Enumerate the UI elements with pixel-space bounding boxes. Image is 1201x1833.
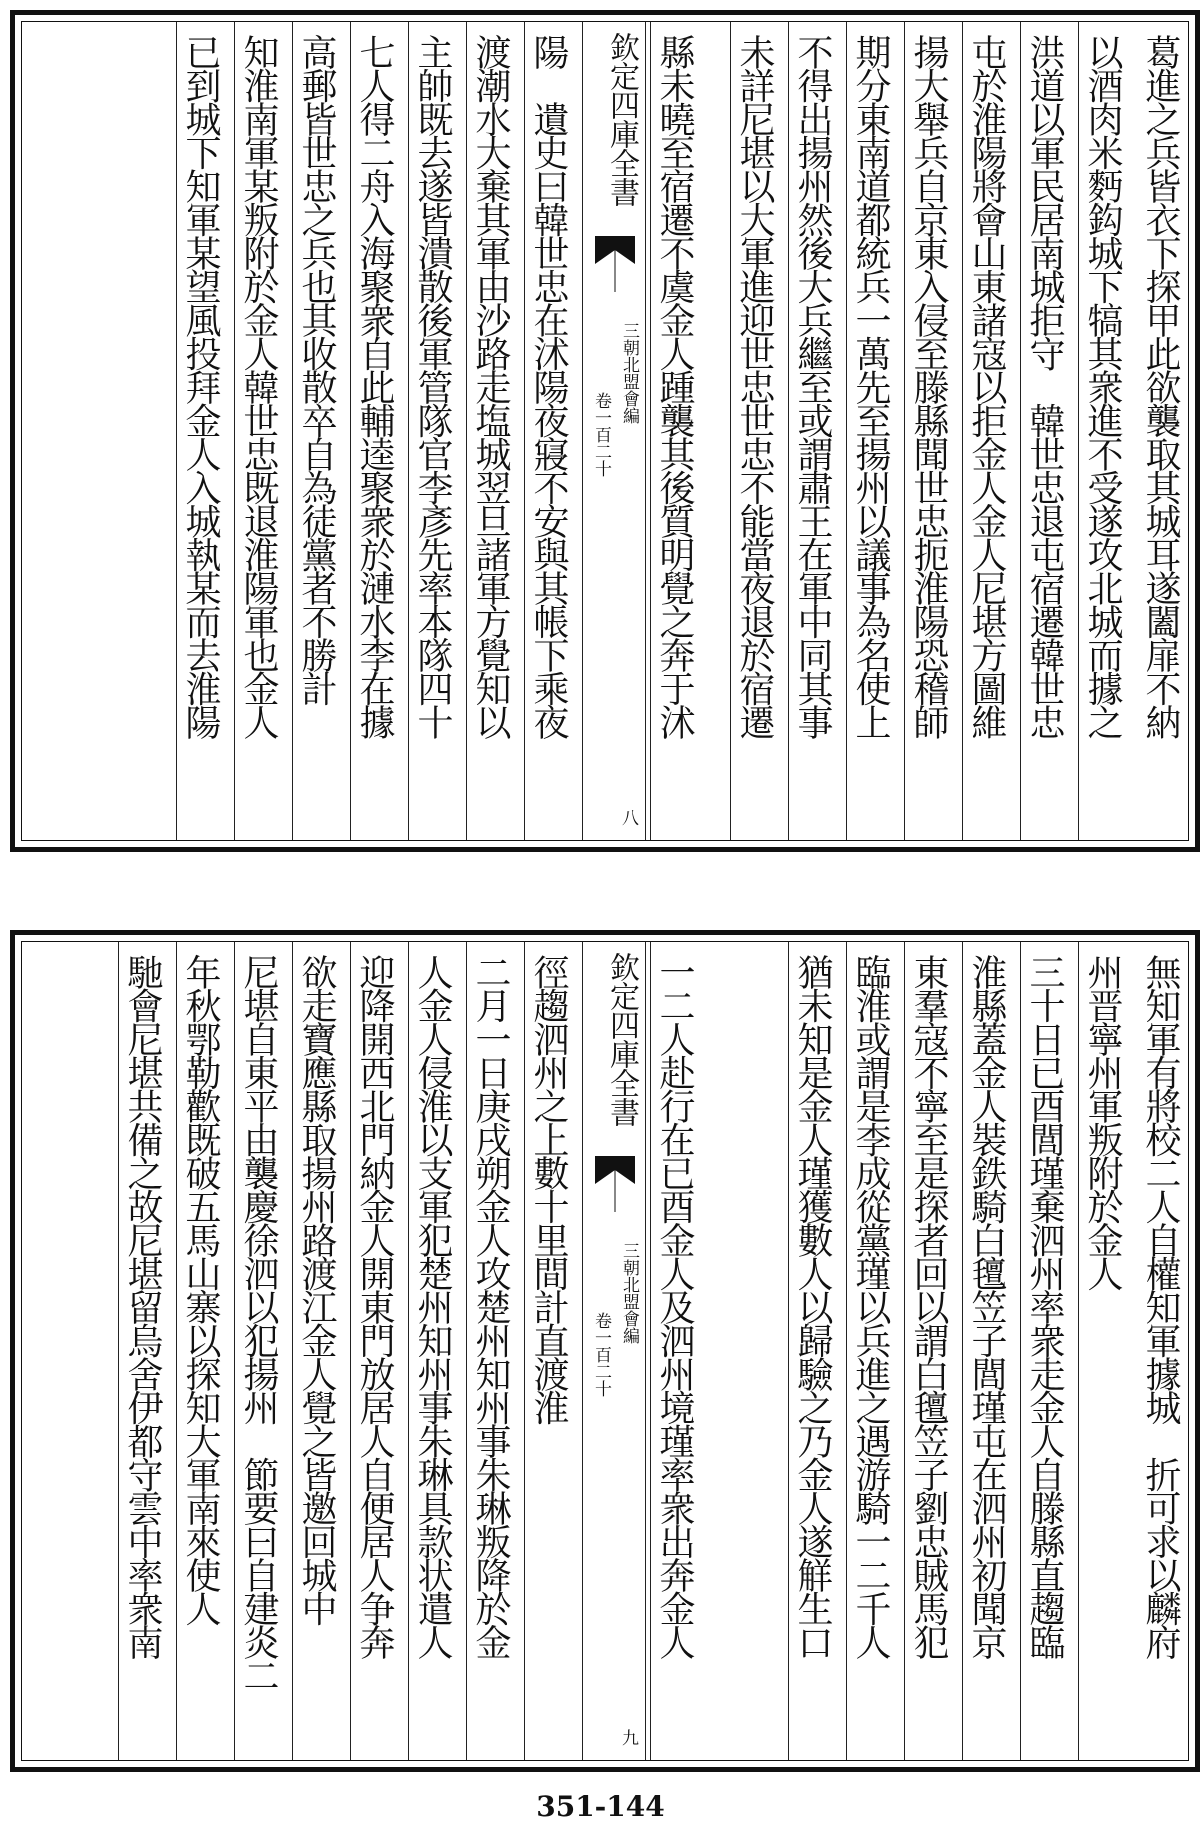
text-column — [1078, 22, 1130, 840]
page-footer-number: 351-144 — [536, 1790, 665, 1823]
header-title: 欽定四庫全書 — [604, 32, 639, 206]
book-info — [589, 322, 641, 702]
page-bottom — [10, 930, 1200, 1772]
column-text: 主帥既去遂皆潰散後軍管隊官李彥先率本隊四十 — [412, 34, 453, 738]
text-column — [650, 22, 702, 840]
column-text: 東羣寇不寧至是探者回以謂白氊笠子劉忠賊馬犯 — [908, 954, 949, 1658]
text-column — [176, 22, 228, 840]
text-column — [846, 942, 898, 1760]
column-text: 猶未知是金人瑾獲數人以歸驗之乃金人遂觧生口 — [792, 954, 833, 1658]
fish-tail-mark-icon — [593, 1152, 637, 1214]
center-fold-column — [582, 22, 646, 840]
text-column — [962, 942, 1014, 1760]
column-text: 馳會尼堪共備之故尼堪留烏舍伊都守雲中率衆南 — [122, 954, 163, 1658]
column-text: 欲走寶應縣取揚州路渡江金人覺之皆邀回城中 — [296, 954, 337, 1624]
text-column — [524, 942, 576, 1760]
column-text: 徑趨泗州之上數十里間計直渡淮 — [528, 954, 569, 1423]
book-info — [589, 1242, 641, 1622]
column-text: 人金人侵淮以支軍犯楚州知州事朱琳具款状遣人 — [412, 954, 453, 1658]
column-text: 七人得二舟入海聚衆自此輔逵聚衆於漣水李在據 — [354, 34, 395, 738]
column-text: 不得出揚州然後大兵繼至或謂肅王在軍中同其事 — [792, 34, 833, 738]
column-text: 無知軍有將校二人自權知軍據城 折可求以麟府 — [1140, 954, 1181, 1658]
text-column — [118, 942, 170, 1760]
column-text: 葛進之兵皆衣下探甲此欲襲取其城耳遂闔扉不納 — [1140, 34, 1181, 738]
text-column — [176, 942, 228, 1760]
text-column — [962, 22, 1014, 840]
text-column — [466, 942, 518, 1760]
column-text: 縣未曉至宿遷不虞金人踵襲其後質明覺之奔于沭 — [654, 34, 695, 738]
text-column — [1020, 22, 1072, 840]
column-text: 高郵皆世忠之兵也其收散卒自為徒黨者不勝計 — [296, 34, 337, 704]
column-text: 知淮南軍某叛附於金人韓世忠既退淮陽軍也金人 — [238, 34, 279, 738]
text-column — [1020, 942, 1072, 1760]
header-title: 欽定四庫全書 — [604, 952, 639, 1126]
text-column — [904, 22, 956, 840]
column-text: 尼堪自東平由襲慶徐泗以犯揚州 節要曰自建炎二 — [238, 954, 279, 1691]
volume-label: 卷一百二十 — [591, 392, 611, 477]
column-text: 揚大舉兵自京東入侵至滕縣聞世忠扼淮陽恐稽師 — [908, 34, 949, 738]
center-fold-column — [582, 942, 646, 1760]
column-text: 以酒肉米麪鈎城下犒其衆進不受遂攻北城而據之 — [1082, 34, 1123, 738]
text-column — [788, 942, 840, 1760]
column-text: 迎降開西北門納金人開東門放居人自便居人争奔 — [354, 954, 395, 1658]
text-column — [730, 22, 782, 840]
page-number: 八 — [618, 809, 638, 826]
book-title: 三朝北盟會編 — [619, 1242, 639, 1344]
column-text: 期分東南道都統兵一萬先至揚州以議事為名使上 — [850, 34, 891, 738]
page-top — [10, 10, 1200, 852]
column-text: 屯於淮陽將會山東諸寇以拒金人金人尼堪方圖維 — [966, 34, 1007, 738]
text-column — [408, 942, 460, 1760]
page-number: 九 — [618, 1729, 638, 1746]
column-text: 淮縣蓋金人裝鉄騎白氊笠子閭瑾屯在泗州初聞京 — [966, 954, 1007, 1658]
text-column — [1078, 942, 1130, 1760]
column-text: 未詳尼堪以大軍進迎世忠世忠不能當夜退於宿遷 — [734, 34, 775, 738]
book-title: 三朝北盟會編 — [619, 322, 639, 424]
page-frame — [21, 21, 1189, 841]
column-text: 年秋鄂勒歡既破五馬山寨以探知大軍南來使人 — [180, 954, 221, 1624]
column-text: 渡潮水大棄其軍由沙路走塩城翌旦諸軍方覺知以 — [470, 34, 511, 738]
text-column — [466, 22, 518, 840]
column-text: 州晋寧州軍叛附於金人 — [1082, 954, 1123, 1289]
text-column — [788, 22, 840, 840]
text-column — [234, 942, 286, 1760]
text-column — [292, 22, 344, 840]
text-column — [408, 22, 460, 840]
text-column — [350, 22, 402, 840]
text-column — [846, 22, 898, 840]
page-frame — [21, 941, 1189, 1761]
column-text: 臨淮或謂是李成從黨瑾以兵進之遇游騎一二千人 — [850, 954, 891, 1658]
text-column — [1136, 942, 1188, 1760]
text-column — [292, 942, 344, 1760]
text-column — [350, 942, 402, 1760]
text-column — [234, 22, 286, 840]
column-text: 一二人赴行在已酉金人及泗州境瑾率衆出奔金人 — [654, 954, 695, 1658]
column-text: 已到城下知軍某望風投拜金人入城執某而去淮陽 — [180, 34, 221, 738]
column-text: 三十日已酉閭瑾棄泗州率衆走金人自滕縣直趨臨 — [1024, 954, 1065, 1658]
column-text: 陽 遺史曰韓世忠在沭陽夜寢不安與其帳下乘夜 — [528, 34, 569, 738]
text-column — [650, 942, 702, 1760]
text-column — [1136, 22, 1188, 840]
volume-label: 卷一百二十 — [591, 1312, 611, 1397]
text-column — [524, 22, 576, 840]
fish-tail-mark-icon — [593, 232, 637, 294]
column-text: 洪道以軍民居南城拒守 韓世忠退屯宿遷韓世忠 — [1024, 34, 1065, 738]
text-column — [904, 942, 956, 1760]
column-text: 二月一日庚戌朔金人攻楚州知州事朱琳叛降於金 — [470, 954, 511, 1658]
